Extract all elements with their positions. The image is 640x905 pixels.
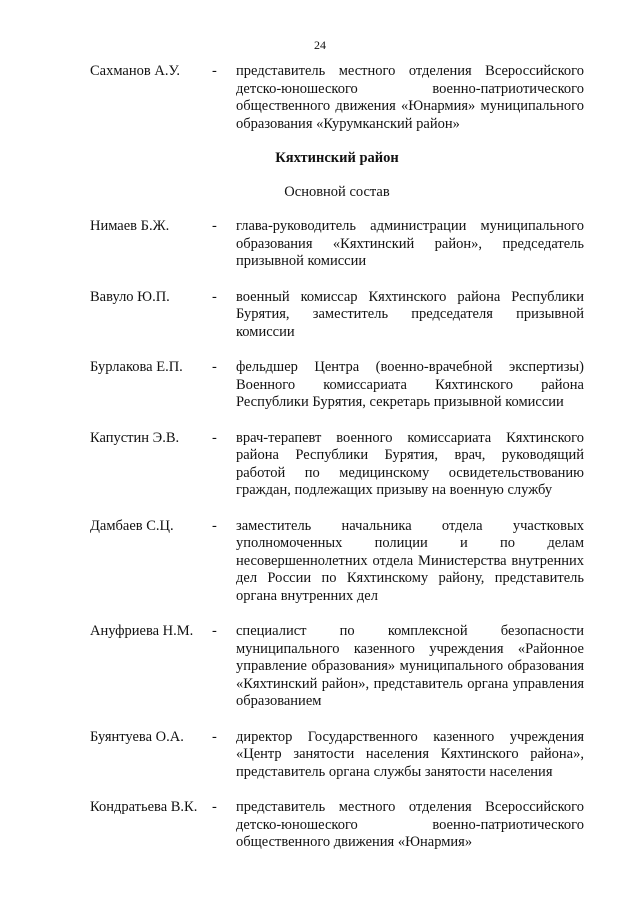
member-role: фельдшер Центра (военно-врачебной экспертизы) Военного комиссариата Кяхтинского района Республики Бурятия, секретарь призывной комиссии	[236, 359, 584, 410]
dash-separator: -	[212, 218, 217, 234]
dash-separator: -	[212, 63, 217, 79]
subsection-title: Основной состав	[284, 184, 390, 200]
list-item	[90, 63, 584, 133]
member-name: Сахманов А.У.	[90, 63, 180, 79]
member-name: Буянтуева О.А.	[90, 728, 184, 745]
member-role: специалист по комплексной безопасности муниципального казенного учреждения «Районное управление образования» муниципального образования «Кяхтинский район», представитель органа управления образованием	[236, 623, 584, 709]
list-item	[90, 359, 584, 412]
commission-list	[90, 63, 584, 852]
list-item	[90, 518, 584, 606]
list-item	[90, 799, 584, 852]
member-role: глава-руководитель администрации муниципального образования «Кяхтинский район», председатель призывной комиссии	[236, 218, 584, 269]
member-name: Нимаев Б.Ж.	[90, 218, 170, 234]
list-item	[90, 430, 584, 500]
list-item	[90, 623, 584, 711]
dash-separator: -	[212, 517, 217, 534]
dash-separator: -	[212, 728, 217, 745]
dash-separator: -	[212, 288, 217, 305]
dash-separator: -	[212, 623, 217, 639]
section-title: Кяхтинский район	[275, 150, 399, 166]
member-name: Вавуло Ю.П.	[90, 288, 170, 305]
dash-separator: -	[212, 429, 217, 446]
member-role: представитель местного отделения Всероссийского детско-юношеского военно-патриотического общественного движения «Юнармия»	[236, 799, 584, 850]
member-name: Ануфриева Н.М.	[90, 623, 194, 639]
member-role: врач-терапевт военного комиссариата Кяхтинского района Республики Бурятия, врач, руководящий работой по медицинскому освидетельствованию граждан, подлежащих призыву на военную службу	[236, 429, 584, 498]
member-role: представитель местного отделения Всероссийского детско-юношеского военно-патриотического общественного движения «Юнармия» муниципального образования «Курумканский район»	[236, 63, 584, 132]
list-item	[90, 729, 584, 782]
member-role: директор Государственного казенного учреждения «Центр занятости населения Кяхтинского района», представитель органа службы занятости населения	[236, 728, 584, 780]
list-item	[90, 289, 584, 342]
page-number: 24	[314, 38, 326, 52]
member-name: Кондратьева В.К.	[90, 799, 198, 815]
member-role: военный комиссар Кяхтинского района Республики Бурятия, заместитель председателя призывной комиссии	[236, 288, 584, 340]
member-name: Дамбаев С.Ц.	[90, 517, 174, 534]
member-name: Бурлакова Е.П.	[90, 359, 183, 375]
member-name: Капустин Э.В.	[90, 429, 180, 446]
dash-separator: -	[212, 359, 217, 375]
member-role: заместитель начальника отдела участковых уполномоченных полиции и по делам несовершеннолетних отдела Министерства внутренних дел России по Кяхтинскому району, представитель органа внутренних дел	[236, 517, 584, 604]
dash-separator: -	[212, 799, 217, 815]
list-item	[90, 218, 584, 271]
